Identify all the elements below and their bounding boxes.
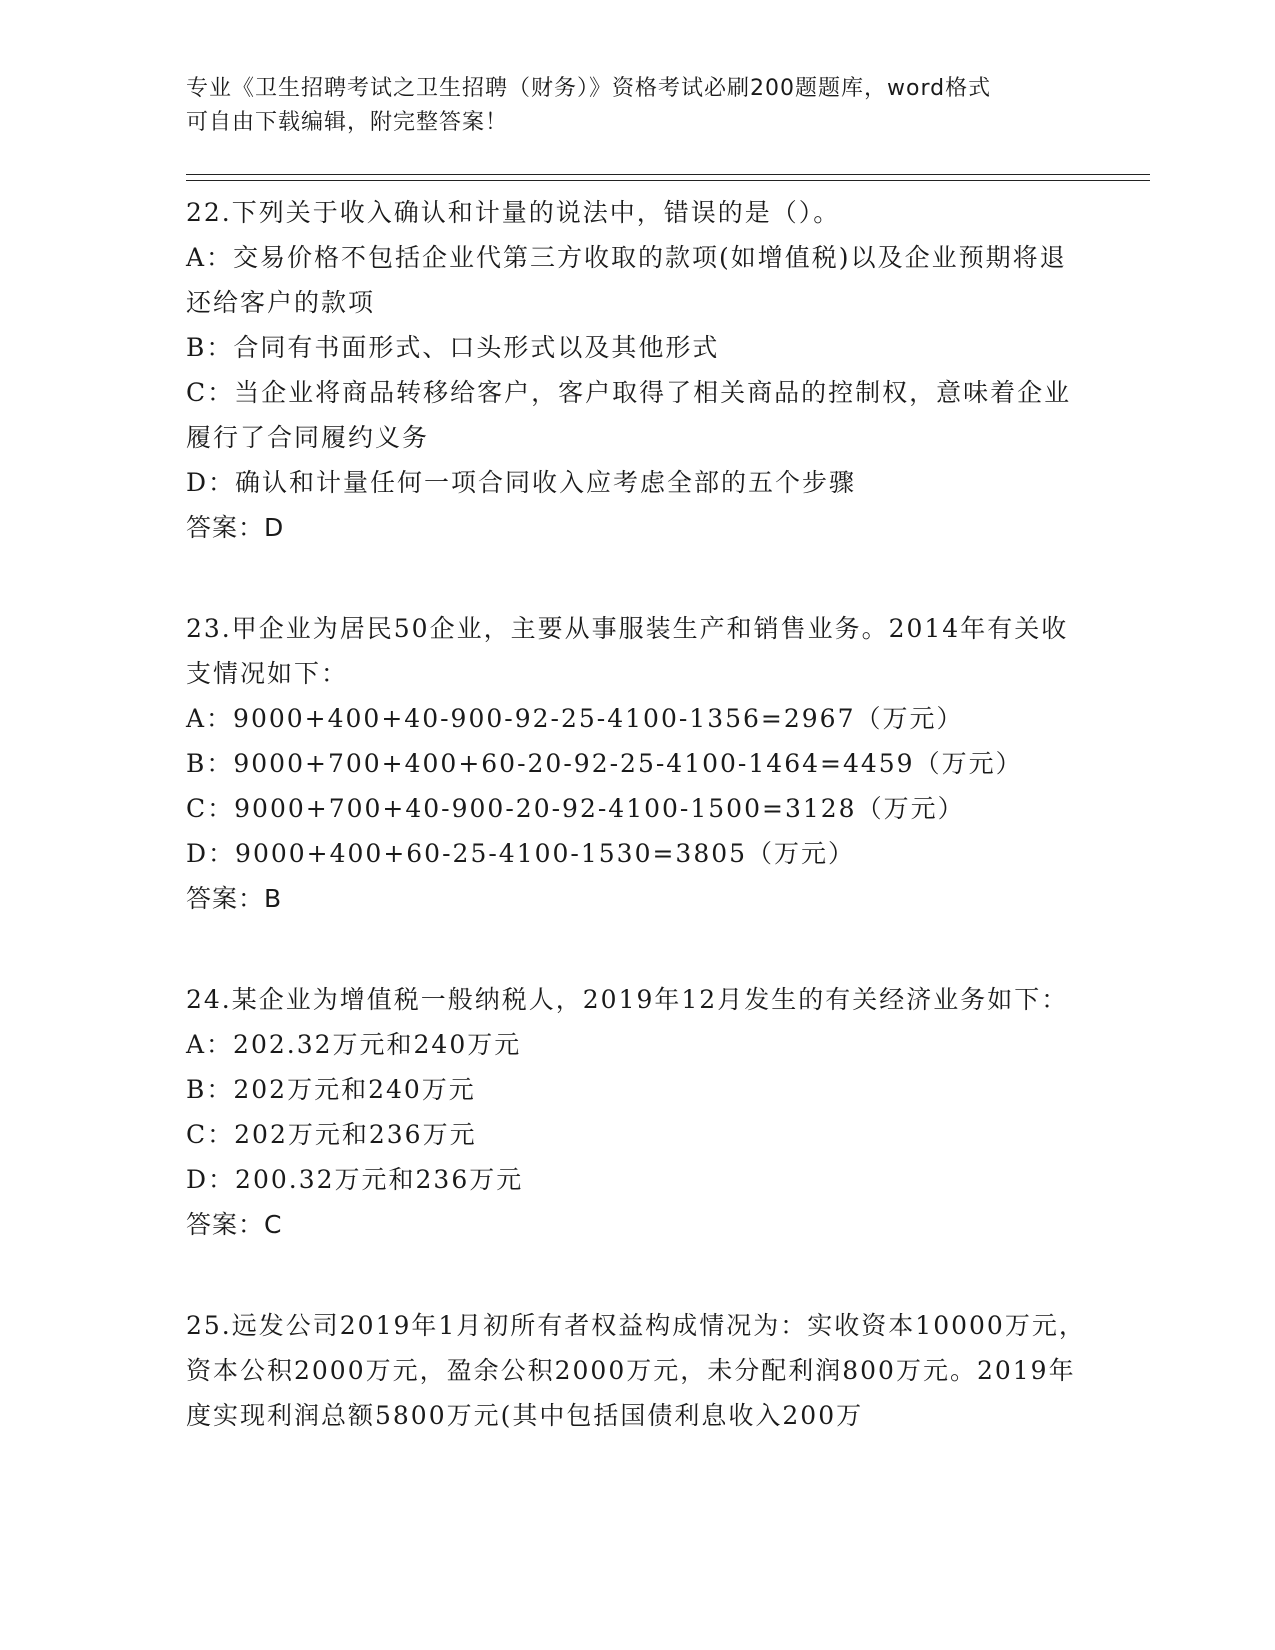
question-23 <box>186 606 1086 921</box>
option-a: A：202.32万元和240万元 <box>186 1030 522 1059</box>
question-24 <box>186 977 1086 1247</box>
answer: 答案：D <box>186 513 285 542</box>
question-stem: 24.某企业为增值税一般纳税人，2019年12月发生的有关经济业务如下： <box>186 985 1069 1014</box>
option-b: B：202万元和240万元 <box>186 1075 476 1104</box>
document-header <box>186 72 1066 140</box>
question-list <box>186 190 1086 1494</box>
option-b: B：合同有书面形式、口头形式以及其他形式 <box>186 333 720 362</box>
option-a: A：9000+400+40-900-92-25-4100-1356=2967（万元） <box>186 704 964 733</box>
header-line-2: 可自由下载编辑，附完整答案！ <box>186 110 509 135</box>
option-d: D：200.32万元和236万元 <box>186 1165 524 1194</box>
option-c: C：当企业将商品转移给客户，客户取得了相关商品的控制权，意味着企业履行了合同履约义务 <box>186 378 1072 452</box>
option-b: B：9000+700+400+60-20-92-25-4100-1464=4459（万元） <box>186 749 1023 778</box>
option-a: A：交易价格不包括企业代第三方收取的款项(如增值税)以及企业预期将退还给客户的款项 <box>186 243 1067 317</box>
answer: 答案：C <box>186 1210 283 1239</box>
answer: 答案：B <box>186 884 283 913</box>
header-divider-top <box>186 174 1150 175</box>
question-stem: 22.下列关于收入确认和计量的说法中，错误的是（）。 <box>186 198 841 227</box>
option-d: D：确认和计量任何一项合同收入应考虑全部的五个步骤 <box>186 468 857 497</box>
question-22 <box>186 190 1086 550</box>
question-stem: 23.甲企业为居民50企业，主要从事服装生产和销售业务。2014年有关收支情况如下： <box>186 614 1069 688</box>
question-stem: 25.远发公司2019年1月初所有者权益构成情况为：实收资本10000万元，资本公积2000万元，盈余公积2000万元，未分配利润800万元。2019年度实现利润总额5800万元(其中包括国债利息收入200万 <box>186 1311 1086 1430</box>
option-d: D：9000+400+60-25-4100-1530=3805（万元） <box>186 839 856 868</box>
option-c: C：9000+700+40-900-20-92-4100-1500=3128（万元） <box>186 794 965 823</box>
question-25 <box>186 1303 1086 1438</box>
header-line-1: 专业《卫生招聘考试之卫生招聘（财务）》资格考试必刷200题题库，word格式 <box>186 76 992 101</box>
header-divider-bottom <box>186 180 1150 181</box>
option-c: C：202万元和236万元 <box>186 1120 477 1149</box>
